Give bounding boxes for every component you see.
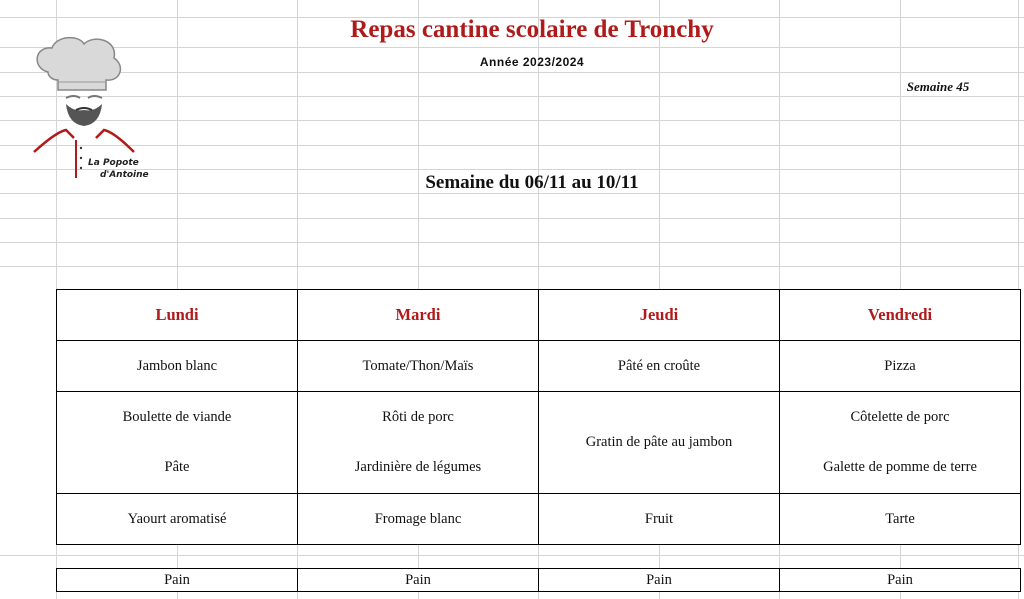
main-row [57,392,1021,443]
menu-cell: Gratin de pâte au jambon [539,392,780,494]
week-number: Semaine 45 [906,79,970,94]
dessert-row [57,494,1021,545]
menu-cell: Jardinière de légumes [298,443,539,494]
starter-row [57,341,1021,392]
bread-cell: Pain [298,569,539,592]
face-icon [66,96,102,98]
menu-cell: Côtelette de porc [780,392,1021,443]
page-title: Repas cantine scolaire de Tronchy [350,16,714,43]
school-year: Année 2023/2024 [479,55,585,69]
menu-cell: Tarte [780,494,1021,545]
logo-text-line2: d'Antoine [100,170,149,180]
bread-cell: Pain [57,569,298,592]
day-header-lundi: Lundi [57,290,298,341]
menu-cell: Fruit [539,494,780,545]
menu-cell: Galette de pomme de terre [780,443,1021,494]
menu-cell: Tomate/Thon/Maïs [298,341,539,392]
bread-cell: Pain [780,569,1021,592]
day-header-jeudi: Jeudi [539,290,780,341]
menu-cell: Yaourt aromatisé [57,494,298,545]
menu-cell: Pâte [57,443,298,494]
week-range: Semaine du 06/11 au 10/11 [425,172,639,193]
menu-cell: Pizza [780,341,1021,392]
menu-cell: Fromage blanc [298,494,539,545]
bread-cell: Pain [539,569,780,592]
day-header-vendredi: Vendredi [780,290,1021,341]
logo-text-line1: La Popote [88,158,139,168]
bread-table [56,568,1021,592]
bread-row [57,569,1021,592]
menu-cell: Rôti de porc [298,392,539,443]
day-header-row [57,290,1021,341]
day-header-mardi: Mardi [298,290,539,341]
menu-cell: Jambon blanc [57,341,298,392]
menu-cell: Boulette de viande [57,392,298,443]
jacket-collar-icon [34,130,134,152]
menu-table [56,289,1021,545]
menu-cell: Pâté en croûte [539,341,780,392]
